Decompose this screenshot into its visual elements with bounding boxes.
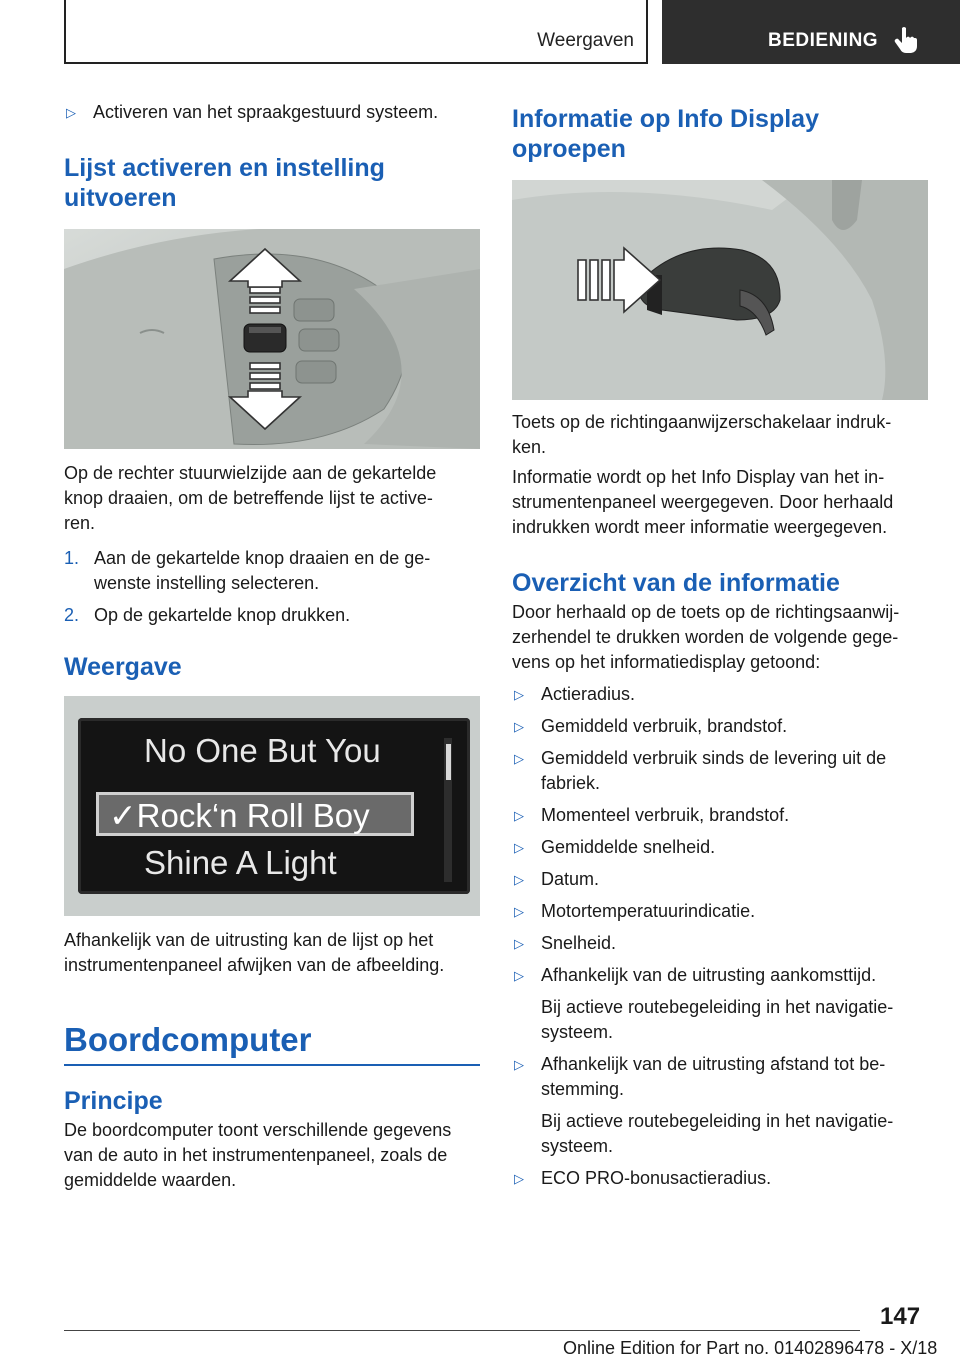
list-item-text: Snelheid. [541,933,617,953]
text-line: gemiddelde waarden. [64,1170,237,1190]
heading-line: uitvoeren [64,184,177,212]
paragraph-info [512,465,928,540]
info-bullet-list [512,682,928,1191]
list-item-text: fabriek. [541,773,601,793]
text-line: Toets op de richtingaanwijzerschakelaar indruk- [512,412,892,432]
display-item: Shine A Light [144,844,337,881]
list-item [512,714,928,739]
header-chapter-label: BEDIENING [768,30,879,51]
text-line: zerhendel te drukken worden de volgende gege- [512,627,899,647]
list-item-text: Motortemperatuurindicatie. [541,901,756,921]
step-number: 2. [64,605,80,625]
list-item-text: Datum. [541,869,600,889]
list-item-text: Afhankelijk van de uitrusting aankomsttijd. [541,965,877,985]
bullet-triangle-icon: ▷ [514,840,524,855]
list-item-text: Gemiddelde snelheid. [541,837,716,857]
step-number: 1. [64,548,80,568]
list-item-text: Actieradius. [541,684,636,704]
paragraph-principe [64,1118,480,1193]
turn-signal-illustration [512,180,928,400]
bullet-triangle-icon: ▷ [514,904,524,919]
text-line: ren. [64,513,96,533]
left-column [64,100,480,1193]
bullet-triangle-icon: ▷ [514,968,524,983]
text-line: van de auto in het instrumentenpaneel, zoals de [64,1145,448,1165]
subtext-line: systeem. [541,1136,614,1156]
list-item-text: Momenteel verbruik, brandstof. [541,805,790,825]
text-line: strumentenpaneel weergegeven. Door herhaald [512,492,894,512]
list-item [512,1166,928,1191]
numbered-step [64,603,480,628]
paragraph-overzicht [512,600,928,675]
display-scrollbar-thumb [446,744,451,780]
hand-pointer-icon [894,26,920,54]
subtext-line: Bij actieve routebegeleiding in het navigatie- [541,1111,894,1131]
list-item [512,803,928,828]
text-line: De boordcomputer toont verschillende gegevens [64,1120,452,1140]
heading-weergave: Weergave [64,653,182,681]
text-line: ken. [512,437,547,457]
heading-principe: Principe [64,1087,163,1115]
step-text: wenste instelling selecteren. [94,573,320,593]
heading-info-display [512,104,928,164]
list-item-subtext [541,995,928,1045]
right-column [512,100,928,1198]
list-item [512,931,928,956]
bullet-triangle-icon: ▷ [514,1171,524,1186]
steering-wheel-figure [64,229,480,449]
heading-lijst-activeren [64,153,480,213]
list-item-text: stemming. [541,1079,625,1099]
footer-rule [64,1330,860,1331]
heading-rule [64,1064,480,1066]
list-item [512,963,928,1045]
paragraph-knop-draaien [64,461,480,536]
bullet-triangle-icon: ▷ [66,105,76,120]
text-line: instrumentenpaneel afwijken van de afbeelding. [64,955,445,975]
paragraph-afbeelding [64,928,480,978]
list-item [512,746,928,796]
page-number: 147 [880,1303,921,1330]
list-item [512,899,928,924]
subtext-line: systeem. [541,1022,614,1042]
heading-line: oproepen [512,135,626,163]
step-text: Aan de gekartelde knop draaien en de ge- [94,548,431,568]
list-item-text: Gemiddeld verbruik sinds de levering uit de [541,748,887,768]
list-item [512,1052,928,1159]
display-selected-text: ✓Rock‘n Roll Boy [109,797,370,834]
list-item [512,682,928,707]
display-figure [64,696,480,916]
text-line: Door herhaald op de toets op de richtingsaanwij- [512,602,900,622]
header-chapter-tab [662,0,960,64]
text-line: knop draaien, om de betreffende lijst te active- [64,488,433,508]
list-item-text: ECO PRO-bonusactieradius. [541,1168,772,1188]
display-screen [78,718,470,894]
text-line: Afhankelijk van de uitrusting kan de lijst op het [64,930,434,950]
list-item [512,867,928,892]
heading-line: Lijst activeren en instelling [64,154,385,182]
heading-line: Informatie op Info Display [512,105,819,133]
bullet-triangle-icon: ▷ [514,719,524,734]
list-item-text: Afhankelijk van de uitrusting afstand tot be- [541,1054,886,1074]
list-item-subtext [541,1109,928,1159]
text-line: Informatie wordt op het Info Display van het in- [512,467,885,487]
paragraph-toets [512,410,928,460]
bullet-triangle-icon: ▷ [514,872,524,887]
heading-boordcomputer: Boordcomputer [64,1021,312,1058]
text-line: indrukken wordt meer informatie weergegeven. [512,517,888,537]
list-item-text: Activeren van het spraakgestuurd systeem. [93,102,439,122]
bullet-triangle-icon: ▷ [514,751,524,766]
list-item [512,835,928,860]
header-section-label: Weergaven [537,30,634,51]
list-item-text: Gemiddeld verbruik, brandstof. [541,716,788,736]
text-line: Op de rechter stuurwielzijde aan de gekartelde [64,463,437,483]
subtext-line: Bij actieve routebegeleiding in het navigatie- [541,997,894,1017]
heading-overzicht: Overzicht van de informatie [512,569,840,597]
numbered-step [64,546,480,596]
bullet-triangle-icon: ▷ [514,1057,524,1072]
footer-edition: Online Edition for Part no. 01402896478 - X/18 [563,1338,938,1358]
step-text: Op de gekartelde knop drukken. [94,605,351,625]
steering-wheel-illustration [64,229,480,449]
header-section-tab [64,0,648,64]
turn-signal-figure [512,180,928,400]
bullet-triangle-icon: ▷ [514,808,524,823]
display-selected-item [96,792,414,836]
bullet-triangle-icon: ▷ [514,936,524,951]
text-line: vens op het informatiedisplay getoond: [512,652,821,672]
display-item: No One But You [144,732,381,769]
bullet-triangle-icon: ▷ [514,687,524,702]
list-item [64,100,480,125]
